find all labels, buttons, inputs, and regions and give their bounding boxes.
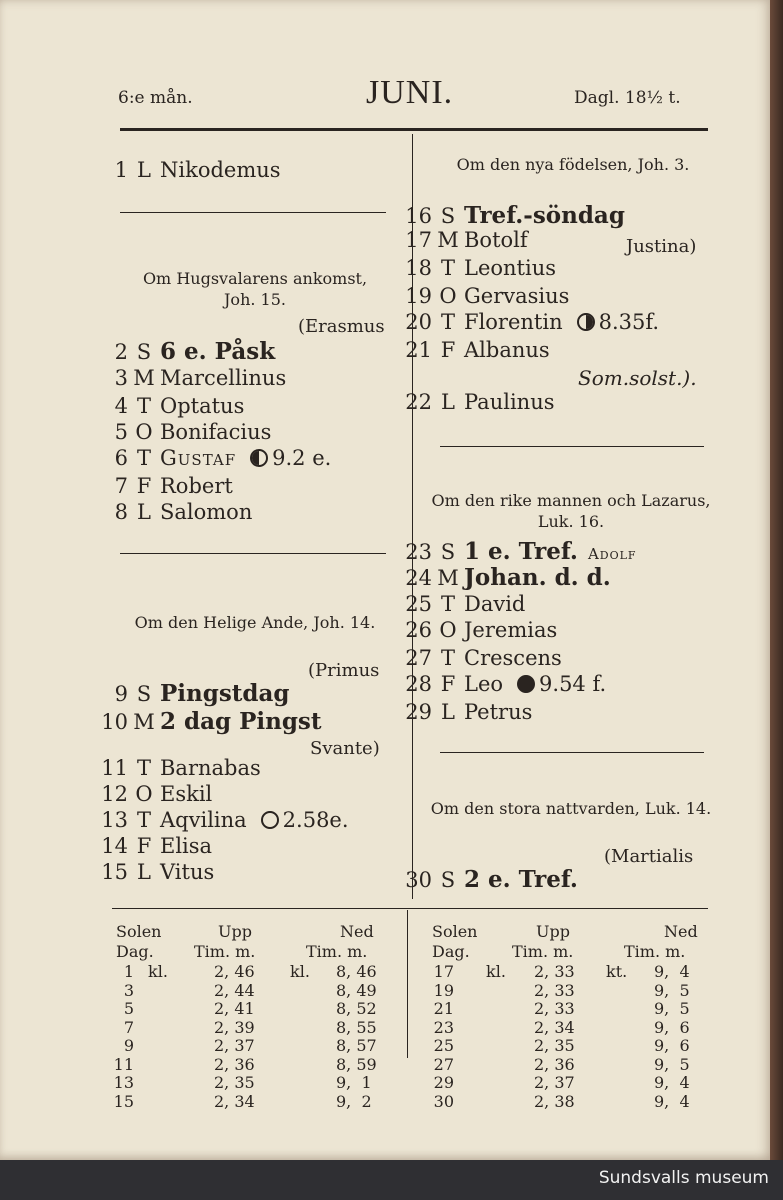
sun-cell: 2, 38 [534,1091,575,1111]
sun-cell: 2, 37 [214,1036,255,1055]
sun-cell: 3 [123,980,134,1000]
sun-cell: 15 [113,1091,134,1111]
sun-cell: 17 [433,962,454,981]
sun-cell: 19 [433,980,454,1000]
sun-cell: 2, 44 [214,980,255,1000]
name-day: Aqvilina [160,808,247,832]
sun-cell: 9, 6 [654,1036,690,1055]
name-day: 6 e. Påsk [160,338,276,365]
calendar-day [100,834,212,858]
day-number: 14 [101,834,128,858]
day-number: 30 [405,868,432,892]
name-note: (Erasmus [298,316,385,337]
sun-cell: 9, 6 [654,1017,690,1037]
calendar-day [404,256,556,280]
sun-cell: 2, 33 [534,980,575,1000]
day-number: 3 [114,366,128,390]
calendar-day [404,228,528,252]
gospel-reading: Om den stora nattvarden, Luk. 14. [430,799,712,818]
name-note: Som.solst.). [578,366,697,390]
day-number: 13 [101,808,128,832]
calendar-day [100,708,322,735]
name-day: Elisa [160,834,213,858]
weekday-letter: L [441,700,455,724]
weekday-letter: S [440,868,456,892]
name-day: 2 dag Pingst [160,708,322,735]
day-number: 8 [114,500,128,524]
day-number: 27 [405,646,432,670]
name-day: Gustaf [160,446,237,470]
calendar-day [404,618,557,642]
gospel-reading: Om den nya födelsen, Joh. 3. [456,155,690,174]
moon-time: 9.2 e. [272,446,332,470]
full-moon-icon [261,811,279,829]
calendar-day [100,808,349,832]
day-number: 4 [114,394,128,418]
sun-cell: 5 [123,999,134,1018]
weekday-letter: T [440,592,455,616]
day-number: 21 [405,338,432,362]
sun-cell: 27 [433,1054,454,1074]
name-day: Nikodemus [160,158,281,182]
name-day: Botolf [464,228,528,252]
day-number: 5 [114,420,128,444]
weekday-letter: L [137,860,151,884]
weekday-letter: T [136,756,151,780]
name-day: Optatus [160,394,245,418]
sun-cell: 13 [113,1073,134,1092]
sun-cell: 2, 36 [214,1054,255,1074]
sun-cell: 9 [123,1036,134,1055]
weekday-letter: F [136,474,152,498]
sun-header-dag: Dag. [116,942,154,961]
calendar-day [100,446,331,470]
calendar-day [404,866,578,893]
calendar-day [404,538,637,565]
day-number: 12 [101,782,128,806]
name-day: Pingstdag [160,680,290,707]
moon-phase [577,310,659,334]
name-day: 1 e. Tref. [464,538,578,565]
name-day: 2 e. Tref. [464,866,578,893]
sun-cell: 9, 2 [336,1091,372,1111]
sun-cell: 2, 37 [534,1073,575,1092]
sun-cell: 23 [433,1017,454,1037]
name-note: (Primus [308,660,380,681]
moon-phase [517,672,606,696]
sun-header-tim: Tim. m. [624,942,686,961]
weekday-letter: L [137,500,151,524]
sun-cell: 8, 49 [336,980,377,1000]
sun-header-tim: Tim. m. [512,942,574,961]
weekday-letter: O [439,284,457,308]
day-number: 20 [405,310,432,334]
weekday-letter: S [440,540,456,564]
calendar-day [100,860,214,884]
sun-cell: 9, 4 [654,1073,690,1092]
divider-line [120,553,386,554]
sun-cell: kt. [606,962,628,981]
calendar-day [404,390,555,414]
calendar-day [404,310,659,334]
calendar-day [404,338,550,362]
calendar-day [404,646,562,670]
weekday-letter: O [135,420,153,444]
day-number: 19 [405,284,432,308]
sun-cell: 8, 55 [336,1017,377,1037]
day-number: 28 [405,672,432,696]
calendar-day [100,474,233,498]
sun-cell: 2, 36 [534,1054,575,1074]
sun-header-dag: Dag. [432,942,470,961]
name-day: Crescens [464,646,562,670]
calendar-day [404,700,532,724]
sun-cell: 2, 41 [214,999,255,1018]
weekday-letter: L [441,390,455,414]
gospel-reading: Om den rike mannen och Lazarus, Luk. 16. [431,491,711,531]
name-day: Tref.-söndag [464,202,625,229]
weekday-letter: L [137,158,151,182]
name-day: Florentin [464,310,563,334]
weekday-letter: T [136,394,151,418]
sun-cell: 25 [433,1036,454,1055]
day-number: 29 [405,700,432,724]
name-day: Robert [160,474,233,498]
sun-cell: 7 [123,1017,134,1037]
sun-cell: 9, 1 [336,1073,372,1092]
sun-cell: 21 [433,999,454,1018]
calendar-day [100,366,286,390]
weekday-letter: T [440,256,455,280]
day-number: 18 [405,256,432,280]
day-number: 24 [405,566,432,590]
sun-cell: 2, 33 [534,962,575,981]
divider-line [120,212,386,213]
calendar-day [100,338,275,365]
sun-cell: 30 [433,1091,454,1111]
day-number: 17 [405,228,432,252]
weekday-letter: F [136,834,152,858]
sun-cell: 2, 33 [534,999,575,1018]
day-number: 25 [405,592,432,616]
name-day: David [464,592,526,616]
calendar-day [404,564,611,591]
sun-cell: 8, 52 [336,999,377,1018]
sun-cell: 9, 5 [654,999,690,1018]
calendar-day [100,782,212,806]
first-quarter-moon-icon [577,313,595,331]
name-day: Eskil [160,782,213,806]
calendar-day [404,284,569,308]
sun-cell: 29 [433,1073,454,1092]
calendar-day [100,394,244,418]
sun-cell: 8, 46 [336,962,377,981]
sun-cell: kl. [148,962,168,981]
watermark-text: Sundsvalls museum [598,1168,769,1188]
name-day: Marcellinus [160,366,287,390]
weekday-letter: O [439,618,457,642]
divider-line [440,446,704,447]
moon-time: 8.35f. [598,310,660,334]
sun-header-solen: Solen [432,922,478,941]
weekday-letter: M [437,566,459,590]
gospel-reading: Om Hugsvalarens ankomst, Joh. 15. [142,269,368,309]
weekday-letter: T [440,310,455,334]
sun-cell: 8, 59 [336,1054,377,1074]
name-day: Paulinus [464,390,555,414]
calendar-day [100,500,252,524]
sun-header-upp: Upp [536,922,570,941]
calendar-day [404,202,625,229]
day-number: 11 [101,756,128,780]
last-quarter-moon-icon [250,449,268,467]
sun-cell: 1 [123,962,134,981]
day-number: 9 [114,682,128,706]
weekday-letter: S [136,340,152,364]
sun-cell: 9, 5 [654,1054,690,1074]
weekday-letter: T [136,808,151,832]
day-number: 15 [101,860,128,884]
sun-column-divider [407,910,408,1058]
moon-phase [261,808,349,832]
name-day: Jeremias [464,618,558,642]
sun-cell: 9, 4 [654,1091,690,1111]
weekday-letter: M [437,228,459,252]
gospel-reading: Om den Helige Ande, Joh. 14. [134,613,376,632]
sun-cell: 2, 39 [214,1017,255,1037]
name-day-extra: Adolf [587,545,637,563]
name-day: Johan. d. d. [464,564,611,591]
name-day: Petrus [464,700,533,724]
day-number: 2 [114,340,128,364]
calendar-day [100,420,271,444]
name-day: Salomon [160,500,253,524]
sun-cell: 2, 35 [214,1073,255,1092]
sun-header-solen: Solen [116,922,162,941]
weekday-letter: T [440,646,455,670]
header-rule [120,128,708,131]
day-number: 16 [405,204,432,228]
weekday-letter: S [440,204,456,228]
new-moon-icon [517,675,535,693]
day-number: 26 [405,618,432,642]
moon-time: 9.54 f. [539,672,607,696]
sun-header-ned: Ned [664,922,698,941]
sun-header-upp: Upp [218,922,252,941]
sun-cell: 9, 5 [654,980,690,1000]
name-note: Justina) [626,236,697,257]
sun-cell: 8, 57 [336,1036,377,1055]
sun-cell: 2, 35 [534,1036,575,1055]
day-number: 22 [405,390,432,414]
weekday-letter: F [440,672,456,696]
day-number: 6 [114,446,128,470]
calendar-day [100,158,281,182]
weekday-letter: M [133,710,155,734]
name-day: Leontius [464,256,556,280]
name-note: Svante) [310,738,380,759]
sun-header-ned: Ned [340,922,374,941]
sun-cell: 2, 34 [534,1017,575,1037]
name-day: Gervasius [464,284,570,308]
sun-cell: kl. [486,962,506,981]
weekday-letter: M [133,366,155,390]
calendar-day [100,756,261,780]
name-day: Albanus [464,338,550,362]
day-number: 10 [101,710,128,734]
name-note: (Martialis [604,846,694,867]
divider-line [440,752,704,753]
sun-cell: 9, 4 [654,962,690,981]
sun-cell: 2, 34 [214,1091,255,1111]
book-edge [770,0,783,1160]
calendar-day [404,672,606,696]
moon-phase [250,446,331,470]
name-day: Barnabas [160,756,261,780]
calendar-day [100,680,289,707]
sun-header-tim: Tim. m. [194,942,256,961]
name-day: Vitus [160,860,215,884]
calendar-day [404,592,525,616]
name-day: Leo [464,672,504,696]
weekday-letter: S [136,682,152,706]
page-title: JUNI. [366,74,454,111]
sun-header-tim: Tim. m. [306,942,368,961]
daylight-hours: Dagl. 18½ t. [574,88,681,108]
sun-cell: 2, 46 [214,962,255,981]
day-number: 23 [405,540,432,564]
weekday-letter: O [135,782,153,806]
day-number: 1 [114,158,128,182]
sun-cell: 11 [113,1054,134,1074]
month-number: 6:e mån. [118,88,193,108]
sun-cell: kl. [290,962,310,981]
weekday-letter: F [440,338,456,362]
sun-table-rule [112,908,708,909]
watermark-bar [0,1160,783,1200]
name-day: Bonifacius [160,420,272,444]
weekday-letter: T [136,446,151,470]
moon-time: 2.58e. [282,808,349,832]
day-number: 7 [114,474,128,498]
